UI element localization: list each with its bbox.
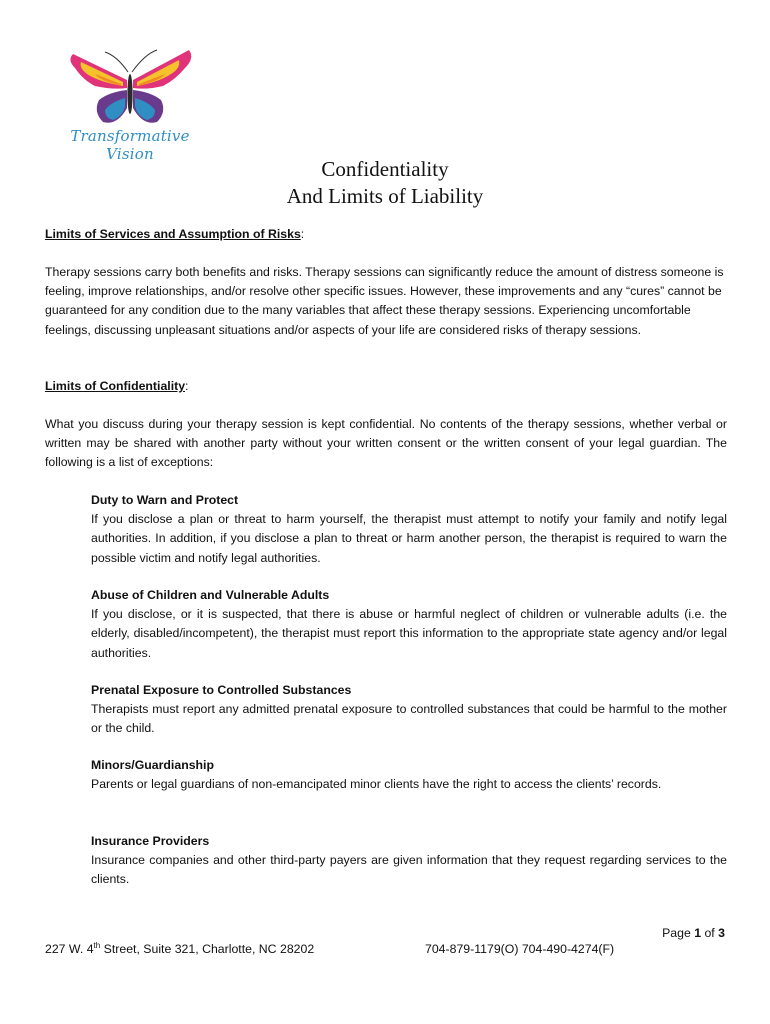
logo	[45, 46, 215, 163]
title-line-2: And Limits of Liability	[286, 184, 484, 208]
section-heading-confidentiality: Limits of Confidentiality:	[45, 379, 189, 393]
exception-duty-to-warn	[91, 491, 727, 568]
exception-title: Minors/Guardianship	[91, 758, 214, 772]
exception-minors	[91, 756, 727, 794]
exception-title: Prenatal Exposure to Controlled Substances	[91, 683, 352, 697]
title-line-1: Confidentiality	[321, 157, 449, 181]
exception-title: Insurance Providers	[91, 834, 210, 848]
section-heading-risks: Limits of Services and Assumption of Risks:	[45, 227, 305, 241]
footer-address: 227 W. 4th Street, Suite 321, Charlotte, NC 28202	[45, 940, 315, 956]
exception-prenatal	[91, 681, 727, 739]
logo-text: Transformative Vision	[70, 127, 190, 163]
exception-text: If you disclose a plan or threat to harm yourself, the therapist must attempt to notify your family and notify legal authorities. In addition, if you disclose a plan to threat or harm another person, the therapist is required to warn the possible victim and notify legal authorities.	[91, 512, 727, 565]
page-number: Page 1 of 3	[662, 926, 725, 940]
section-body-confidentiality: What you discuss during your therapy session is kept confidential. No contents of the therapy sessions, whether verbal or written may be shared with another party without your written consent or the written consent of your legal guardian. The following is a list of exceptions:	[45, 417, 727, 470]
exception-text: Therapists must report any admitted prenatal exposure to controlled substances that could be harmful to the mother or the child.	[91, 702, 727, 736]
exception-text: Insurance companies and other third-party payers are given information that they request regarding services to the clients.	[91, 853, 727, 887]
exception-title: Duty to Warn and Protect	[91, 493, 239, 507]
section-body-risks: Therapy sessions carry both benefits and risks. Therapy sessions can significantly reduce the amount of distress someone is feeling, improve relationships, and/or resolve other specific issues. However, these improvements and any “cures” cannot be guaranteed for any condition due to the many variables that affect these therapy sessions. Experiencing uncomfortable feelings, discussing unpleasant situations and/or aspects of your life are considered risks of therapy sessions.	[45, 265, 724, 337]
exception-insurance	[91, 832, 727, 890]
footer-phones: 704-879-1179(O) 704-490-4274(F)	[425, 942, 615, 956]
exception-abuse	[91, 586, 727, 663]
exception-title: Abuse of Children and Vulnerable Adults	[91, 588, 330, 602]
butterfly-logo-icon	[65, 46, 195, 128]
document-title	[0, 156, 770, 210]
exception-text: Parents or legal guardians of non-emancipated minor clients have the right to access the clients’ records.	[91, 777, 662, 792]
exception-text: If you disclose, or it is suspected, that there is abuse or harmful neglect of children or vulnerable adults (i.e. the elderly, disabled/incompetent), the therapist must report this information to the appropriate state agency and/or legal authorities.	[91, 607, 727, 660]
